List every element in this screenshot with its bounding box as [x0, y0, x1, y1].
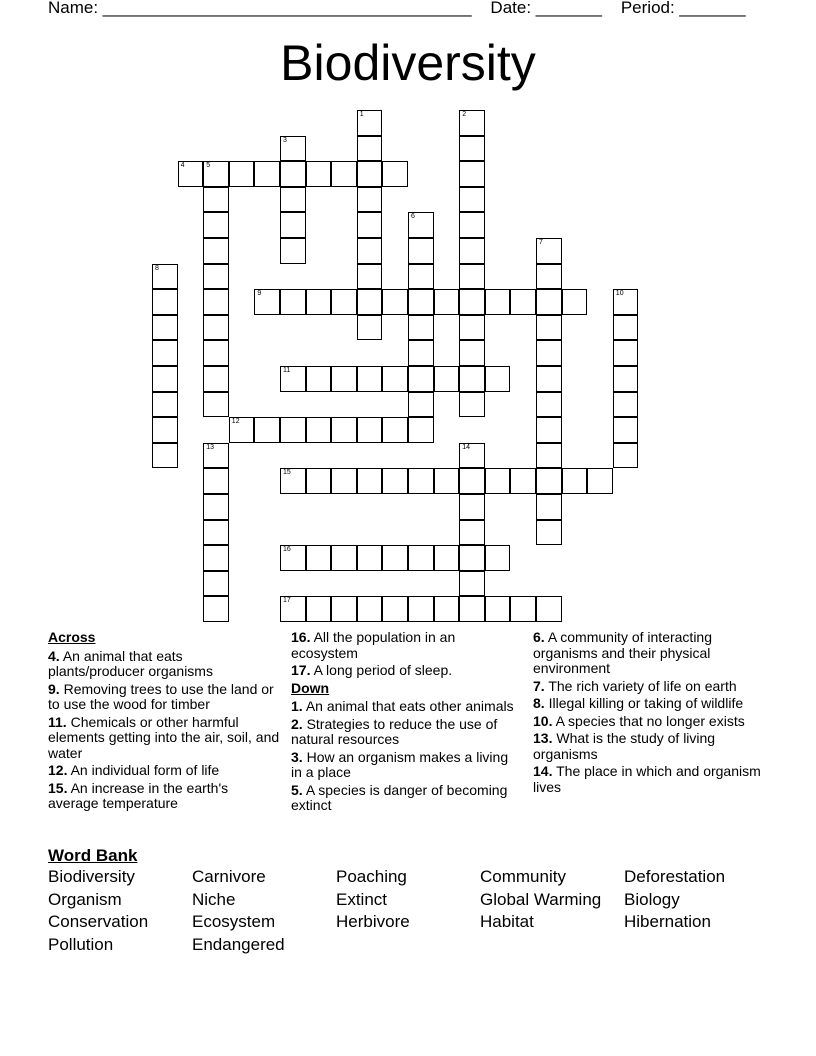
crossword-cell[interactable] [536, 264, 562, 290]
crossword-cell[interactable] [331, 545, 357, 571]
word-bank-item: Biodiversity [48, 867, 135, 886]
crossword-cell[interactable] [203, 520, 229, 546]
clue-number: 5 [206, 162, 211, 170]
clue-number: 6 [411, 213, 415, 221]
crossword-cell[interactable] [229, 417, 255, 443]
crossword-cell[interactable] [562, 289, 588, 315]
crossword-cell[interactable] [382, 366, 408, 392]
word-bank-item: Community [480, 867, 566, 886]
crossword-cell[interactable] [536, 596, 562, 622]
crossword-cell[interactable] [357, 110, 383, 136]
crossword-cell[interactable] [254, 161, 280, 187]
crossword-cell[interactable] [510, 468, 536, 494]
crossword-cell[interactable] [306, 468, 332, 494]
crossword-cell[interactable] [203, 187, 229, 213]
word-bank-item: Extinct [336, 889, 388, 909]
crossword-cell[interactable] [382, 161, 408, 187]
clue-down-8: 8. Illegal killing or taking of wildlife [533, 695, 744, 711]
crossword-cell[interactable] [229, 161, 255, 187]
crossword-cell[interactable] [203, 264, 229, 290]
crossword-cell[interactable] [280, 187, 306, 213]
clue-number: 8 [155, 264, 159, 272]
crossword-cell[interactable] [459, 571, 485, 597]
crossword-cell[interactable] [254, 289, 280, 315]
clue-across-17: 17. A long period of sleep. [291, 662, 453, 678]
crossword-cell[interactable] [152, 417, 178, 443]
crossword-cell[interactable] [357, 596, 383, 622]
clue-number: 13 [206, 443, 214, 451]
crossword-cell[interactable] [152, 366, 178, 392]
crossword-cell[interactable] [306, 289, 332, 315]
crossword-cell[interactable] [434, 596, 460, 622]
crossword-cell[interactable] [485, 366, 511, 392]
clue-number: 12 [231, 418, 240, 426]
crossword-cell[interactable] [306, 417, 332, 443]
word-bank-item: Carnivore [192, 867, 266, 886]
word-bank-item: Conservation [48, 912, 149, 932]
crossword-cell[interactable] [459, 520, 485, 546]
crossword-cell[interactable] [357, 264, 383, 290]
crossword-cell[interactable] [408, 417, 434, 443]
crossword-cell[interactable] [280, 161, 306, 187]
crossword-cell[interactable] [357, 187, 383, 213]
name-date-period-line: Name: _______________________________________ Date: _______ Period: _______ [48, 0, 746, 17]
crossword-cell[interactable] [280, 596, 306, 622]
clue-down-3: 3. How an organism makes a living in a place [291, 748, 509, 780]
crossword-cell[interactable] [331, 161, 357, 187]
clues-column-2 [291, 630, 519, 816]
crossword-cell[interactable] [280, 417, 306, 443]
word-bank-item: Poaching [336, 867, 407, 886]
crossword-cell[interactable] [434, 545, 460, 571]
crossword-cell[interactable] [459, 161, 485, 187]
clue-number: 11 [283, 367, 291, 374]
crossword-cell[interactable] [459, 468, 485, 494]
crossword-cell[interactable] [331, 289, 357, 315]
crossword-cell[interactable] [203, 366, 229, 392]
crossword-cell[interactable] [408, 545, 434, 571]
crossword-cell[interactable] [357, 315, 383, 341]
crossword-cell[interactable] [357, 545, 383, 571]
crossword-cell[interactable] [306, 161, 332, 187]
crossword-cell[interactable] [459, 264, 485, 290]
crossword-cell[interactable] [408, 392, 434, 418]
crossword-cell[interactable] [459, 136, 485, 162]
crossword-cell[interactable] [357, 136, 383, 162]
crossword-cell[interactable] [536, 494, 562, 520]
crossword-cell[interactable] [408, 468, 434, 494]
clue-across-16: 16. All the population in an ecosystem [291, 629, 456, 661]
crossword-cell[interactable] [152, 289, 178, 315]
word-bank-title: Word Bank [48, 846, 138, 865]
crossword-cell[interactable] [203, 494, 229, 520]
crossword-cell[interactable] [536, 443, 562, 469]
crossword-cell[interactable] [280, 366, 306, 392]
crossword-cell[interactable] [434, 468, 460, 494]
crossword-cell[interactable] [357, 212, 383, 238]
clue-number: 9 [257, 290, 262, 298]
crossword-cell[interactable] [408, 238, 434, 264]
crossword-cell[interactable] [331, 468, 357, 494]
word-bank-item: Hibernation [624, 912, 711, 932]
crossword-cell[interactable] [459, 340, 485, 366]
crossword-cell[interactable] [459, 289, 485, 315]
clue-down-2: 2. Strategies to reduce the use of natural resources [291, 715, 498, 747]
crossword-cell[interactable] [382, 468, 408, 494]
crossword-cell[interactable] [459, 238, 485, 264]
crossword-cell[interactable] [306, 366, 332, 392]
crossword-cell[interactable] [203, 212, 229, 238]
crossword-cell[interactable] [357, 289, 383, 315]
crossword-cell[interactable] [178, 161, 204, 187]
word-bank-item: Organism [48, 889, 122, 909]
clue-across-4: 4. An animal that eats plants/producer organisms [48, 647, 213, 679]
crossword-cell[interactable] [536, 340, 562, 366]
clue-down-5: 5. A species is danger of becoming extinct [291, 781, 508, 813]
word-bank-item: Deforestation [624, 867, 726, 886]
crossword-cell[interactable] [613, 289, 639, 315]
crossword-cell[interactable] [408, 315, 434, 341]
crossword-cell[interactable] [485, 289, 511, 315]
crossword-cell[interactable] [459, 392, 485, 418]
crossword-cell[interactable] [613, 443, 639, 469]
crossword-cell[interactable] [587, 468, 613, 494]
crossword-cell[interactable] [459, 187, 485, 213]
crossword-cell[interactable] [613, 315, 639, 341]
clue-down-6: 6. A community of interacting organisms and their physical environment [533, 629, 712, 676]
down-heading: Down [291, 679, 330, 696]
crossword-cell[interactable] [203, 443, 229, 469]
clue-number: 2 [462, 111, 467, 118]
crossword-cell[interactable] [357, 366, 383, 392]
clue-across-12: 12. An individual form of life [48, 762, 220, 778]
crossword-cell[interactable] [613, 392, 639, 418]
crossword-cell[interactable] [459, 494, 485, 520]
crossword-cell[interactable] [382, 596, 408, 622]
crossword-cell[interactable] [331, 596, 357, 622]
word-bank-item: Global Warming [480, 889, 602, 909]
crossword-cell[interactable] [152, 443, 178, 469]
clue-number: 16 [283, 546, 291, 554]
crossword-cell[interactable] [562, 468, 588, 494]
word-bank-item: Habitat [480, 912, 534, 932]
word-bank-item: Endangered [192, 934, 285, 954]
word-bank-item: Pollution [48, 934, 114, 954]
crossword-cell[interactable] [536, 468, 562, 494]
clue-number: 17 [283, 597, 291, 605]
crossword-cell[interactable] [331, 417, 357, 443]
crossword-cell[interactable] [382, 289, 408, 315]
crossword-cell[interactable] [203, 340, 229, 366]
crossword-cell[interactable] [203, 571, 229, 597]
crossword-cell[interactable] [152, 392, 178, 418]
clue-across-15: 15. An increase in the earth's average temperature [48, 779, 229, 811]
crossword-cell[interactable] [536, 238, 562, 264]
crossword-cell[interactable] [536, 315, 562, 341]
crossword-cell[interactable] [459, 443, 485, 469]
crossword-cell[interactable] [536, 417, 562, 443]
crossword-cell[interactable] [613, 340, 639, 366]
crossword-cell[interactable] [203, 545, 229, 571]
clue-across-11: 11. Chemicals or other harmful elements getting into the air, soil, and water [48, 713, 280, 761]
word-bank-item: Herbivore [336, 912, 410, 932]
crossword-cell[interactable] [536, 392, 562, 418]
crossword-cell[interactable] [357, 468, 383, 494]
crossword-cell[interactable] [203, 315, 229, 341]
clue-number: 4 [180, 162, 185, 170]
crossword-cell[interactable] [434, 289, 460, 315]
crossword-cell[interactable] [152, 340, 178, 366]
crossword-cell[interactable] [459, 315, 485, 341]
crossword-cell[interactable] [536, 289, 562, 315]
crossword-cell[interactable] [459, 366, 485, 392]
crossword-cell[interactable] [510, 596, 536, 622]
crossword-cell[interactable] [408, 596, 434, 622]
crossword-cell[interactable] [152, 315, 178, 341]
clue-across-9: 9. Removing trees to use the land or to use the wood for timber [48, 680, 274, 712]
crossword-cell[interactable] [357, 417, 383, 443]
clue-number: 3 [283, 136, 287, 144]
clue-number: 7 [539, 239, 543, 246]
crossword-cell[interactable] [280, 238, 306, 264]
crossword-cell[interactable] [203, 468, 229, 494]
crossword-cell[interactable] [613, 417, 639, 443]
clue-number: 1 [359, 111, 364, 118]
crossword-cell[interactable] [485, 468, 511, 494]
crossword-cell[interactable] [459, 596, 485, 622]
crossword-cell[interactable] [203, 289, 229, 315]
word-bank-item: Biology [624, 889, 680, 909]
clue-number: 15 [283, 469, 291, 477]
clue-down-10: 10. A species that no longer exists [533, 712, 745, 729]
clue-down-14: 14. The place in which and organism lives [533, 763, 761, 795]
crossword-cell[interactable] [331, 366, 357, 392]
crossword-cell[interactable] [408, 264, 434, 290]
word-bank-item: Ecosystem [192, 912, 276, 932]
crossword-cell[interactable] [536, 366, 562, 392]
clue-number: 14 [462, 443, 470, 451]
word-bank-item: Niche [192, 889, 236, 909]
crossword-cell[interactable] [459, 212, 485, 238]
crossword-cell[interactable] [203, 392, 229, 418]
clue-down-13: 13. What is the study of living organisms [533, 730, 716, 762]
crossword-cell[interactable] [357, 161, 383, 187]
crossword-cell[interactable] [536, 520, 562, 546]
crossword-cell[interactable] [459, 545, 485, 571]
crossword-cell[interactable] [510, 289, 536, 315]
crossword-cell[interactable] [203, 161, 229, 187]
crossword-cell[interactable] [306, 596, 332, 622]
clues-column-3 [533, 630, 763, 797]
crossword-cell[interactable] [408, 340, 434, 366]
crossword-cell[interactable] [382, 417, 408, 443]
crossword-cell[interactable] [152, 264, 178, 290]
crossword-cell[interactable] [408, 212, 434, 238]
crossword-cell[interactable] [280, 212, 306, 238]
across-heading: Across [48, 629, 96, 645]
crossword-cell[interactable] [357, 238, 383, 264]
clue-number: 10 [615, 290, 624, 298]
crossword-cell[interactable] [382, 545, 408, 571]
crossword-cell[interactable] [254, 417, 280, 443]
crossword-cell[interactable] [280, 545, 306, 571]
clues-column-1 [48, 630, 280, 814]
crossword-cell[interactable] [280, 468, 306, 494]
crossword-cell[interactable] [485, 545, 511, 571]
crossword-cell[interactable] [408, 366, 434, 392]
crossword-cell[interactable] [203, 238, 229, 264]
page-title: Biodiversity [280, 35, 536, 91]
crossword-cell[interactable] [434, 366, 460, 392]
clue-down-1: 1. An animal that eats other animals [291, 698, 514, 714]
crossword-cell[interactable] [408, 289, 434, 315]
crossword-cell[interactable] [280, 289, 306, 315]
crossword-cell[interactable] [485, 596, 511, 622]
crossword-cell[interactable] [613, 366, 639, 392]
crossword-cell[interactable] [306, 545, 332, 571]
crossword-cell[interactable] [203, 596, 229, 622]
crossword-cell[interactable] [280, 136, 306, 162]
crossword-cell[interactable] [459, 110, 485, 136]
clue-down-7: 7. The rich variety of life on earth [533, 677, 737, 694]
